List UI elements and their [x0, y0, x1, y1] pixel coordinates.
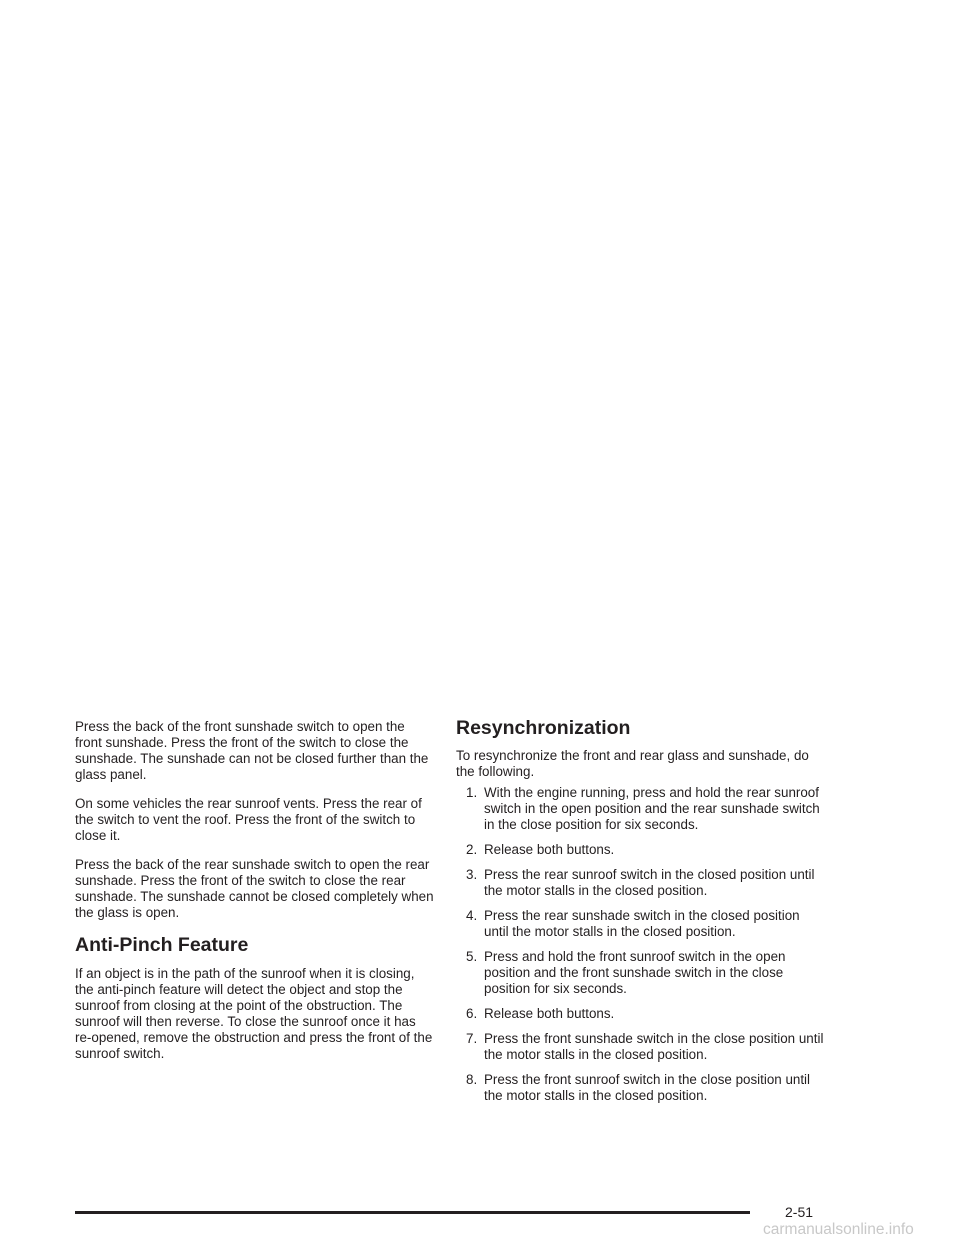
step-number: 6. [466, 1006, 478, 1021]
resynchronization-steps [456, 785, 826, 1104]
step-number: 8. [466, 1072, 478, 1087]
anti-pinch-paragraph: If an object is in the path of the sunroof when it is closing, the anti-pinch feature will detect the object and stop the sunroof from closing at the point of the obstruction. The sunroof will then reverse. To close the sunroof once it has re-opened, remove the obstruction and press the front of the sunroof switch. [75, 966, 433, 1061]
step-number: 3. [466, 867, 478, 882]
step-text: Press the rear sunroof switch in the closed position until the motor stalls in the closed position. [484, 867, 815, 898]
step-text: With the engine running, press and hold the rear sunroof switch in the open position and the rear sunshade switch in the close position for six seconds. [484, 785, 820, 832]
step-number: 2. [466, 842, 478, 857]
step-text: Press and hold the front sunroof switch in the open position and the front sunshade switch in the close position for six seconds. [484, 949, 786, 996]
step-number: 7. [466, 1031, 478, 1046]
footer-rule [75, 1211, 750, 1214]
sunroof-vent-paragraph: On some vehicles the rear sunroof vents. Press the rear of the switch to vent the roof. Press the front of the switch to close it. [75, 796, 422, 843]
list-item [456, 842, 826, 858]
list-item [456, 785, 826, 833]
step-text: Press the front sunroof switch in the close position until the motor stalls in the closed position. [484, 1072, 811, 1103]
step-text: Release both buttons. [484, 1006, 615, 1021]
resynchronization-heading: Resynchronization [456, 717, 631, 739]
list-item [456, 1006, 826, 1022]
step-number: 4. [466, 908, 478, 923]
step-text: Press the rear sunshade switch in the closed position until the motor stalls in the closed position. [484, 908, 800, 939]
step-text: Press the front sunshade switch in the close position until the motor stalls in the closed position. [484, 1031, 824, 1062]
step-text: Release both buttons. [484, 842, 615, 857]
list-item [456, 1072, 826, 1104]
watermark: carmanualsonline.info [763, 1221, 914, 1238]
list-item [456, 908, 826, 940]
list-item [456, 1031, 826, 1063]
page-number: 2-51 [785, 1204, 814, 1220]
list-item [456, 867, 826, 899]
right-column [456, 719, 826, 1113]
left-column [75, 719, 435, 1075]
step-number: 5. [466, 949, 478, 964]
sunshade-paragraph-rear: Press the back of the rear sunshade switch to open the rear sunshade. Press the front of the switch to close the rear sunshade. The sunshade cannot be closed completely when the glass is open. [75, 857, 434, 920]
step-number: 1. [466, 785, 478, 800]
sunshade-paragraph-front: Press the back of the front sunshade switch to open the front sunshade. Press the front of the switch to close the sunshade. The sunshade can not be closed further than the glass panel. [75, 719, 429, 782]
list-item [456, 949, 826, 997]
anti-pinch-heading: Anti-Pinch Feature [75, 934, 249, 956]
resynchronization-intro: To resynchronize the front and rear glass and sunshade, do the following. [456, 748, 809, 779]
